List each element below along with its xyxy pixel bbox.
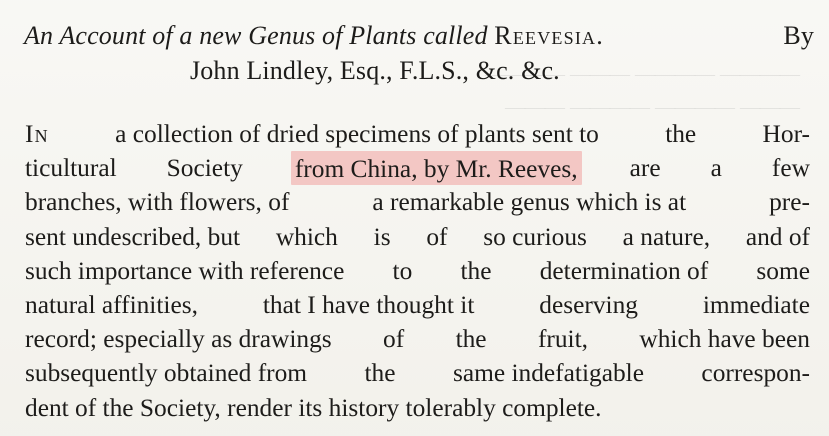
text-run: deserving [539,290,638,319]
text-run: Society [166,154,243,183]
text-run: correspon- [701,359,810,388]
text-run: immediate [702,290,810,319]
text-run: record; especially as drawings [25,325,332,354]
text-run: which [275,222,338,251]
text-run: the [460,256,492,285]
text-run: and of [745,222,810,251]
title-italic: An Account of a new Genus of Plants called [24,21,488,50]
text-run: the [364,359,396,388]
article-title [24,18,814,88]
bleed-through-text: ———— ———— ——— ———— ——— ———— ———— ——— [485,63,800,118]
text-run: natural affinities, [25,290,198,319]
text-line [25,322,810,356]
text-run: such importance with reference [25,256,345,285]
text-run: that I have thought it [262,290,475,319]
text-run: a remarkable genus which is at [372,188,687,217]
text-run: same indefatigable [452,359,644,388]
text-run: ticultural [25,154,117,183]
drop-word: In [25,120,49,148]
body-paragraph [25,117,810,425]
text-run: dent of the Society, render its history tolerably complete. [25,393,602,422]
text-line [25,288,810,322]
text-run: fruit, [537,325,589,354]
highlighted-text: from China, by Mr. Reeves, [291,151,582,185]
text-run: is [373,222,391,251]
title-by: By [783,21,814,50]
text-run: some [756,256,810,285]
text-run: Hor- [762,120,810,148]
text-line [25,185,810,219]
text-run: are [629,154,661,183]
text-run: subsequently obtained from [25,359,308,388]
text-run: the [455,325,487,354]
text-run: so curious [483,222,587,251]
text-line [25,356,810,390]
text-run: of [426,222,448,251]
text-run: sent undescribed, but [25,222,241,251]
text-line [25,391,810,425]
title-line-1 [24,18,814,53]
text-run: of [383,325,405,354]
text-run: which have been [639,325,810,354]
author-line: John Lindley, Esq., F.L.S., &c. &c. [190,56,560,85]
text-run: pre- [769,188,810,217]
text-line [25,220,810,254]
text-run: few [771,154,810,183]
text-line [25,117,810,151]
text-line [25,254,810,288]
text-run: determination of [539,256,709,285]
text-run: a [710,154,722,183]
text-line [25,151,810,185]
text-run: a collection of dried specimens of plants sent to [115,120,599,148]
text-run: branches, with flowers, of [25,188,290,217]
text-run: to [392,256,413,285]
genus-name: Reevesia. [494,21,604,50]
text-run: a nature, [622,222,711,251]
text-run: the [665,120,697,148]
